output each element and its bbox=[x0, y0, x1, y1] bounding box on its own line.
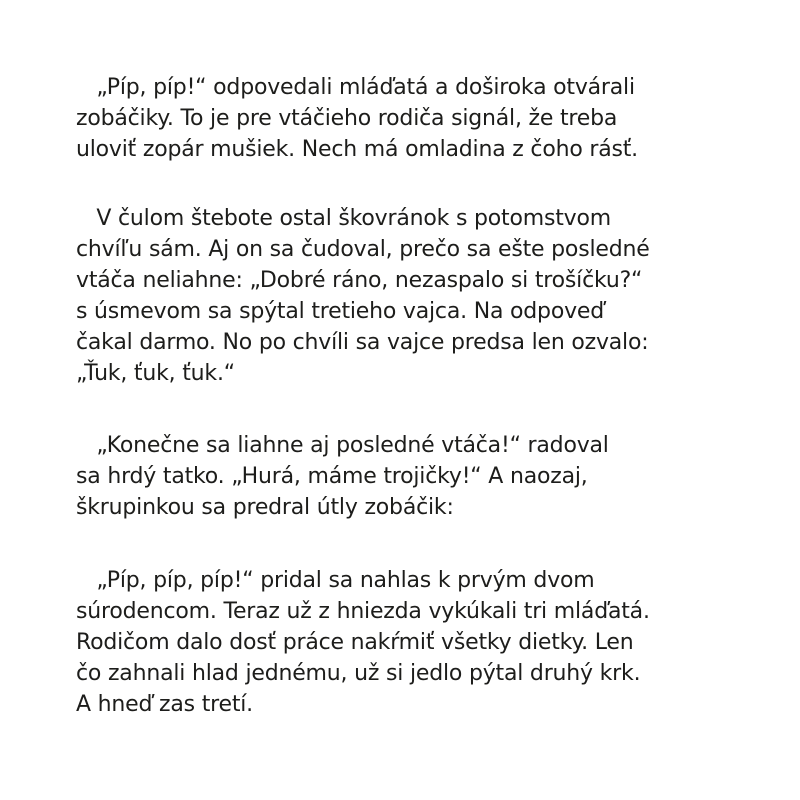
paragraph-line: A hneď zas tretí. bbox=[76, 692, 253, 717]
paragraph-4 bbox=[76, 565, 766, 720]
paragraph-line: uloviť zopár mušiek. Nech má omladina z čoho rásť. bbox=[76, 137, 638, 162]
paragraph-line: sa hrdý tatko. „Hurá, máme trojičky!“ A naozaj, bbox=[76, 464, 588, 489]
paragraph-line: s úsmevom sa spýtal tretieho vajca. Na odpoveď bbox=[76, 299, 604, 324]
paragraph-line: Rodičom dalo dosť práce nakŕmiť všetky dietky. Len bbox=[76, 630, 634, 655]
paragraph-3 bbox=[76, 430, 766, 523]
paragraph-line: škrupinkou sa predral útly zobáčik: bbox=[76, 495, 454, 520]
paragraph-line: súrodencom. Teraz už z hniezda vykúkali tri mláďatá. bbox=[76, 599, 650, 624]
paragraph-line: „Konečne sa liahne aj posledné vtáča!“ radoval bbox=[76, 433, 609, 458]
paragraph-line: „Píp, píp, píp!“ pridal sa nahlas k prvým dvom bbox=[76, 568, 595, 593]
paragraph-line: V čulom štebote ostal škovránok s potomstvom bbox=[76, 206, 611, 231]
paragraph-line: zobáčiky. To je pre vtáčieho rodiča signál, že treba bbox=[76, 106, 618, 131]
paragraph-line: vtáča neliahne: „Dobré ráno, nezaspalo si trošíčku?“ bbox=[76, 268, 643, 293]
paragraph-line: chvíľu sám. Aj on sa čudoval, prečo sa ešte posledné bbox=[76, 237, 650, 262]
paragraph-line: čakal darmo. No po chvíli sa vajce predsa len ozvalo: bbox=[76, 330, 649, 355]
paragraph-2 bbox=[76, 203, 766, 389]
paragraph-line: „Píp, píp!“ odpovedali mláďatá a doširoka otvárali bbox=[76, 75, 635, 100]
paragraph-line: čo zahnali hlad jednému, už si jedlo pýtal druhý krk. bbox=[76, 661, 641, 686]
paragraph-1 bbox=[76, 72, 766, 165]
paragraph-line: „Ťuk, ťuk, ťuk.“ bbox=[76, 361, 235, 386]
